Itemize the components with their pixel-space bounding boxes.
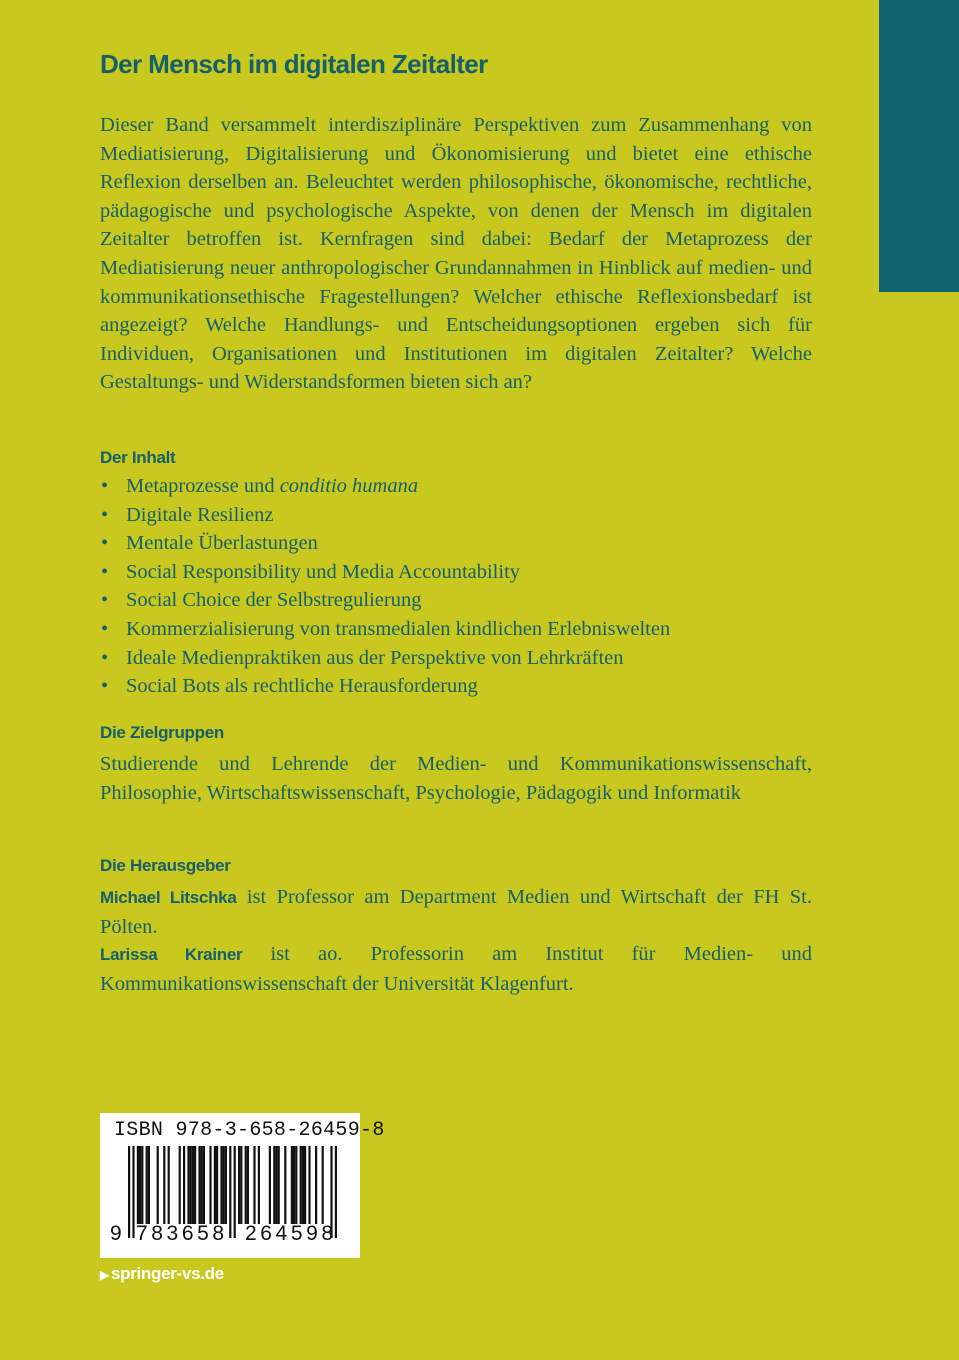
bullet-icon: • [101,475,109,497]
barcode-bar [220,1146,222,1224]
contents-item [100,615,820,644]
barcode-bar [187,1146,189,1224]
ean-left-digits: 783658 [136,1222,228,1245]
contents-item-text: Ideale Medienpraktiken aus der Perspektive von Lehrkräften [126,646,624,669]
barcode-bar [322,1146,324,1224]
contents-item-text: Social Choice der Selbstregulierung [126,589,422,612]
barcode-bar [190,1146,192,1224]
contents-item-text: Digitale Resilienz [126,503,274,526]
contents-item [100,472,820,501]
barcode-bar [179,1146,181,1224]
book-title: Der Mensch im digitalen Zeitalter [100,49,488,79]
barcode-bar [253,1146,255,1224]
intro-paragraph: Dieser Band versammelt interdisziplinäre Perspektiven zum Zusammenhang von Mediatisierung, Digitalisierung und Ökonomisierung und bietet eine ethische Reflexion derselben an. Beleuchtet werden philosophische, ökonomische, rechtliche, pädagogische und psychologische Aspekte, von denen der Mensch im digitalen Zeitalter betroffen ist. Kernfragen sind dabei: Bedarf der Metaprozess der Mediatisierung neuer anthropologischer Grundannahmen in Hinblick auf medien- und kommunikationsethische Fragestellungen? Welcher ethische Reflexionsbedarf ist angezeigt? Welche Handlungs- und Entscheidungsoptionen ergeben sich für Individuen, Organisationen und Institutionen im digitalen Zeitalter? Welche Gestaltungs- und Widerstandsformen bieten sich an? [100,114,812,394]
contents-item-text: Mentale Überlastungen [126,532,318,555]
bullet-icon: • [101,675,109,698]
contents-item-italic: conditio humana [279,475,419,497]
contents-item [100,644,820,673]
publisher-url: springer-vs.de [110,1264,224,1283]
barcode-bar [238,1146,240,1224]
barcode-bar [128,1146,130,1238]
contents-item-text: Metaprozesse und [126,475,280,497]
barcode-bar [157,1146,159,1224]
color-tab [879,0,959,292]
barcode-bar [234,1146,236,1238]
editor-description: ist ao. Professorin am Institut für Medien- und Kommunikationswissenschaft der Universität Klagenfurt. [100,943,812,995]
contents-item-text: Kommerzialisierung von transmedialen kindlichen Erlebniswelten [126,617,671,640]
play-arrow-icon: ▶ [100,1268,109,1282]
barcode-bar [183,1146,185,1224]
barcode-bar [240,1146,242,1224]
barcode-bar [192,1146,194,1224]
bullet-icon: • [101,560,109,583]
barcode-bar [225,1146,227,1224]
barcode-bar [278,1146,280,1224]
barcode-bar [258,1146,260,1224]
barcode-bar [194,1146,196,1224]
editor-bio [100,940,812,998]
contents-item [100,529,820,558]
editors-heading: Die Herausgeber [100,856,231,875]
barcode-bar [293,1146,295,1224]
barcode-bar [132,1146,134,1238]
barcode-bar [295,1146,297,1224]
barcode-bar [273,1146,275,1224]
contents-item [100,501,820,530]
barcode-bar [308,1146,310,1224]
barcode-bar [203,1146,205,1224]
bullet-icon: • [101,503,109,526]
contents-item [100,558,820,587]
barcode-bar [302,1146,304,1224]
barcode-bar [275,1146,277,1224]
editor-name: Larissa Krainer [100,945,243,964]
barcode-bar [269,1146,271,1224]
ean-first-digit: 9 [110,1222,122,1245]
barcode-bar [300,1146,302,1224]
barcode-bar [209,1146,211,1224]
editor-description: ist Professor am Department Medien und Wirtschaft der FH St. Pölten. [100,886,812,938]
barcode-bar [245,1146,247,1224]
barcode-bar [291,1146,293,1224]
barcode-bar [141,1146,143,1224]
barcode-bar [198,1146,200,1224]
isbn-label: ISBN 978-3-658-26459-8 [114,1119,385,1142]
bullet-icon: • [101,532,109,555]
barcode-bar [137,1146,139,1224]
bullet-icon: • [101,646,109,669]
editor-name: Michael Litschka [100,888,237,907]
contents-item-text: Social Responsibility und Media Accountability [126,560,521,583]
barcode-bar [214,1146,216,1224]
barcode-bar [315,1146,317,1224]
barcode-bar [146,1146,148,1224]
audience-text: Studierende und Lehrende der Medien- und Kommunikationswissenschaft, Philosophie, Wirtschaftswissenschaft, Psychologie, Pädagogik und Informatik [100,753,812,804]
barcode-bar [148,1146,150,1224]
contents-item-text: Social Bots als rechtliche Herausforderung [126,675,478,698]
contents-item [100,672,820,701]
bullet-icon: • [101,589,109,612]
barcode-bar [168,1146,170,1224]
contents-list [100,472,820,701]
ean-right-digits: 264598 [245,1222,337,1245]
isbn-barcode [100,1113,385,1258]
barcode-bar [163,1146,165,1224]
barcode-bar [216,1146,218,1224]
bullet-icon: • [101,617,109,640]
audience-heading: Die Zielgruppen [100,723,224,742]
barcode-bar [139,1146,141,1224]
barcode-bar [229,1146,231,1238]
contents-item [100,586,820,615]
barcode-bar [304,1146,306,1224]
barcode-bar [284,1146,286,1224]
contents-heading: Der Inhalt [100,448,176,467]
barcode-bar [247,1146,249,1224]
editor-bio [100,883,812,941]
barcode-bar [223,1146,225,1224]
publisher-link[interactable] [100,1262,224,1287]
barcode-bar [201,1146,203,1224]
